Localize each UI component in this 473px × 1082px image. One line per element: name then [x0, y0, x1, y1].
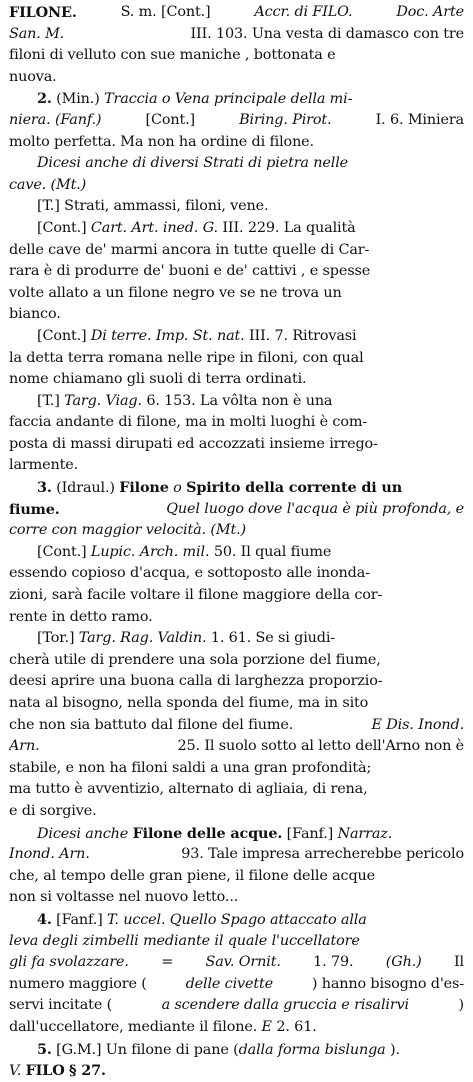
text-line	[9, 607, 464, 629]
text-segment: deesi aprire una buona calla di larghezza proporzio-	[9, 673, 383, 690]
text-segment: Lupic. Arch. mil.	[90, 543, 210, 560]
text-segment: )	[458, 997, 464, 1014]
text-line	[9, 779, 464, 801]
text-segment: [Fanf.]	[51, 911, 108, 928]
text-segment: 50. Il qual fiume	[209, 543, 332, 560]
text-segment: Biring. Pirot.	[239, 111, 332, 128]
text-segment: FILONE.	[9, 4, 77, 21]
text-segment: cave. (Mt.)	[9, 176, 87, 193]
text-segment: numero maggiore (	[9, 975, 147, 992]
text-segment: fiume.	[9, 500, 60, 518]
text-line	[9, 909, 464, 931]
text-segment: nuova.	[9, 68, 57, 85]
text-segment: volte allato a un filone negro ve se ne trova un	[9, 284, 342, 301]
text-segment: faccia andante di filone, ma in molti luoghi è com-	[9, 414, 368, 431]
text-line	[9, 650, 464, 672]
text-line	[9, 995, 464, 1017]
text-segment: niera. (Fanf.)	[9, 111, 102, 128]
text-line	[9, 801, 464, 823]
text-segment: S. m. [Cont.]	[120, 4, 211, 20]
text-segment: [T.]	[37, 392, 65, 409]
text-segment: (Gh.)	[385, 954, 422, 971]
text-segment: 3.	[37, 479, 52, 497]
text-segment: Quel luogo dove l'acqua è più profonda, e	[166, 500, 464, 517]
text-line	[9, 887, 464, 909]
text-segment: posta di massi dirupati ed accozzati insieme irrego-	[9, 435, 378, 452]
text-segment: Sav. Ornit.	[205, 954, 281, 971]
text-line	[9, 520, 464, 542]
text-segment: Accr. di FILO.	[254, 4, 353, 20]
text-segment: III. 103. Una vesta di damasco con tre	[190, 25, 464, 42]
text-segment: ) hanno bisogno d'es-	[311, 975, 464, 992]
text-line	[9, 931, 464, 953]
text-segment: Targ. Viag.	[64, 392, 142, 409]
text-segment: ma tutto è avventizio, alternato di agliaia, di rena,	[9, 781, 368, 798]
text-line	[9, 952, 464, 974]
text-segment: Targ. Rag. Valdin.	[78, 630, 207, 647]
text-line	[9, 153, 464, 175]
text-segment: servi incitate (	[9, 997, 113, 1014]
text-line	[9, 391, 464, 413]
text-line	[9, 974, 464, 996]
text-segment: dalla forma bislunga	[238, 1041, 386, 1058]
text-segment: e di sorgive.	[9, 802, 97, 819]
text-segment: [Cont.]	[37, 219, 91, 236]
text-line	[9, 844, 464, 866]
text-segment: rara è di produrre de' buoni e de' cattivi , e spesse	[9, 263, 371, 280]
text-line	[9, 563, 464, 585]
entry-body	[9, 2, 464, 1082]
text-segment: [Tor.]	[37, 630, 79, 647]
text-line	[9, 218, 464, 240]
text-line	[9, 542, 464, 564]
text-line	[9, 499, 464, 521]
text-segment: 4.	[37, 910, 52, 928]
text-segment: delle civette	[185, 975, 274, 992]
text-segment: 5.	[37, 1040, 52, 1058]
text-segment: T. uccel. Quello Spago attaccato alla	[107, 911, 367, 928]
text-line	[9, 434, 464, 456]
text-line	[9, 88, 464, 110]
text-line	[9, 1060, 464, 1082]
text-segment: [G.M.] Un filone di pane (	[51, 1041, 239, 1058]
text-line	[9, 175, 464, 197]
text-segment: ).	[385, 1041, 400, 1058]
text-segment: FILO	[25, 1062, 65, 1080]
text-line	[9, 2, 464, 24]
text-line	[9, 693, 464, 715]
text-segment: Il	[453, 954, 464, 971]
text-segment: Dicesi anche	[37, 825, 129, 842]
text-segment: Cart. Art. ined. G.	[90, 219, 218, 236]
text-segment: nata al bisogno, nella sponda del fiume, ma in sito	[9, 695, 369, 711]
text-segment: rente in detto ramo.	[9, 608, 153, 625]
text-segment: [Cont.]	[37, 327, 91, 344]
text-segment: che, al tempo delle gran piene, il filone delle acque	[9, 867, 375, 884]
text-segment: 93. Tale impresa arrecherebbe pericolo	[181, 846, 464, 863]
text-line	[9, 671, 464, 693]
text-line	[9, 823, 464, 845]
text-segment: nome chiamano gli suoli di terra ordinati.	[9, 371, 307, 388]
text-segment: (Idraul.)	[51, 480, 120, 497]
text-line	[9, 628, 464, 650]
text-segment: III. 229. La qualità	[217, 219, 356, 236]
text-segment: cherà utile di prendere una sola porzione del fiume,	[9, 651, 381, 668]
text-segment: Narraz.	[337, 825, 393, 842]
text-segment: stabile, e non ha filoni saldi a una gran profondità;	[9, 759, 372, 776]
text-line	[9, 196, 464, 218]
text-line	[9, 283, 464, 305]
text-segment: che non sia battuto dal filone del fiume.	[9, 716, 294, 733]
text-segment: molto perfetta. Ma non ha ordine di filone.	[9, 133, 314, 150]
text-segment: =	[161, 954, 174, 971]
text-segment: I. 6. Miniera	[375, 111, 464, 128]
text-segment: 6. 153. La vôlta non è una	[141, 392, 333, 409]
text-line	[9, 715, 464, 737]
text-segment: a scendere dalla gruccia e risalirvi	[161, 997, 410, 1014]
text-line	[9, 45, 464, 67]
text-segment: filoni di velluto con sue maniche , bottonata e	[9, 47, 336, 64]
text-line	[9, 326, 464, 348]
text-segment: Inond. Arn.	[9, 846, 90, 863]
text-segment: corre con maggior velocità. (Mt.)	[9, 522, 246, 539]
text-segment: E Dis. Inond.	[371, 716, 464, 733]
text-segment: [Fanf.]	[282, 825, 338, 842]
text-segment: Di terre. Imp. St. nat.	[90, 327, 245, 344]
text-segment: leva degli zimbelli mediante il quale l'uccellatore	[9, 932, 360, 949]
text-line	[9, 758, 464, 780]
text-segment: essendo copioso d'acqua, e sottoposto alle inonda-	[9, 565, 370, 582]
text-segment: zioni, sarà facile voltare il filone maggiore della cor-	[9, 587, 383, 604]
text-segment: E	[261, 1018, 272, 1035]
text-line	[9, 1039, 464, 1061]
text-segment: § 27.	[69, 1062, 106, 1080]
text-segment: III. 7. Ritrovasi	[244, 327, 357, 344]
text-segment: Arn.	[9, 738, 40, 755]
text-segment: delle cave de' marmi ancora in tutte quelle di Car-	[9, 241, 370, 258]
text-segment: 1. 79.	[313, 954, 354, 971]
text-segment: Filone delle acque.	[132, 824, 283, 842]
text-segment: 1. 61. Se si giudi-	[206, 630, 336, 647]
text-line	[9, 477, 464, 499]
text-segment: 2.	[37, 90, 52, 108]
text-line	[9, 240, 464, 262]
text-segment: 2. 61.	[271, 1018, 317, 1035]
text-segment: Filone	[119, 479, 169, 497]
text-line	[9, 412, 464, 434]
text-segment: la detta terra romana nelle ripe in filoni, con qual	[9, 349, 364, 366]
text-line	[9, 866, 464, 888]
text-line	[9, 110, 464, 132]
text-segment: [Cont.]	[37, 543, 91, 560]
text-segment: non si voltasse nel nuovo letto...	[9, 889, 239, 906]
text-segment: (Min.)	[51, 91, 105, 108]
text-line	[9, 369, 464, 391]
text-line	[9, 736, 464, 758]
text-segment: Doc. Arte	[396, 4, 464, 20]
text-segment: Dicesi anche di diversi Strati di pietra nelle	[37, 155, 349, 172]
text-line	[9, 24, 464, 46]
text-segment: bianco.	[9, 306, 61, 323]
text-segment: V.	[9, 1063, 22, 1080]
text-line	[9, 1017, 464, 1039]
text-line	[9, 455, 464, 477]
text-line	[9, 585, 464, 607]
text-segment: San. M.	[9, 25, 65, 42]
text-segment: 25. Il suolo sotto al letto dell'Arno non è	[177, 738, 464, 755]
text-line	[9, 261, 464, 283]
text-segment: gli fa svolazzare.	[9, 954, 129, 971]
text-segment: Spirito della corrente di un	[186, 479, 403, 497]
text-segment: larmente.	[9, 457, 79, 474]
text-line	[9, 348, 464, 370]
text-segment: [T.] Strati, ammassi, filoni, vene.	[37, 198, 269, 215]
text-segment: [Cont.]	[145, 111, 195, 128]
text-line	[9, 67, 464, 89]
text-line	[9, 304, 464, 326]
text-line	[9, 132, 464, 154]
text-segment: o	[173, 480, 182, 497]
text-segment: dall'uccellatore, mediante il filone.	[9, 1018, 262, 1035]
text-segment: Traccia o Vena principale della mi-	[104, 91, 353, 108]
